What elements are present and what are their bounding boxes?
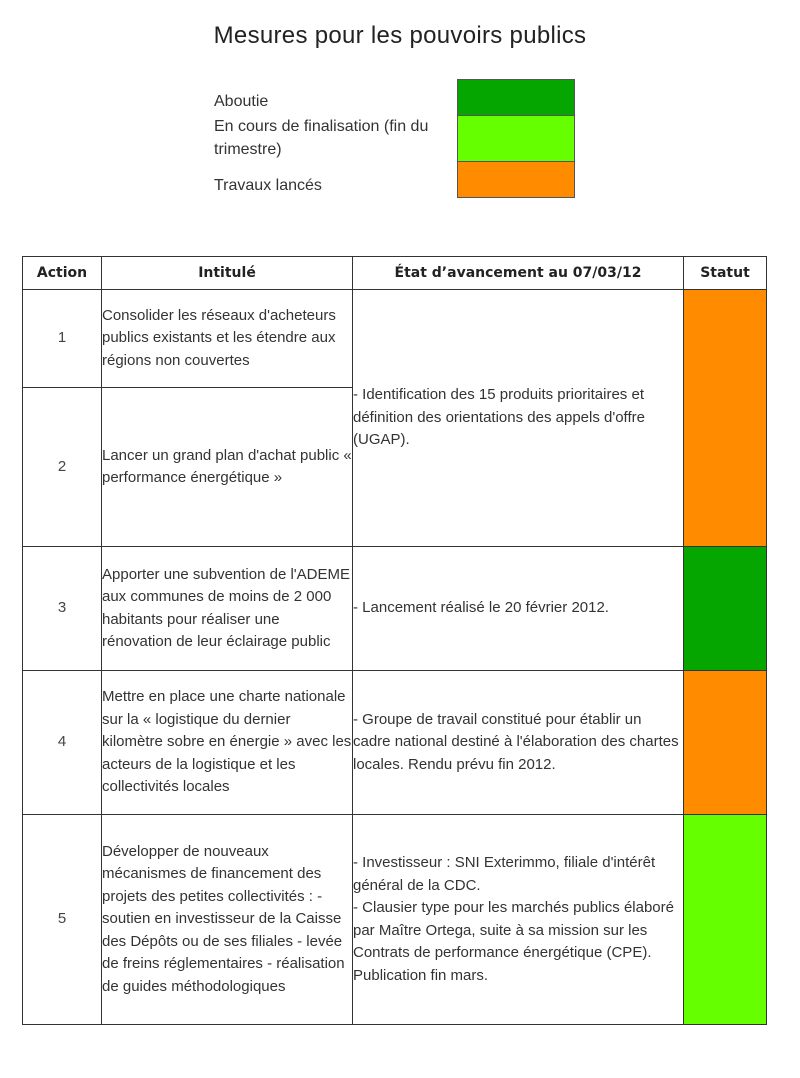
table-row <box>23 547 767 671</box>
header-action: Action <box>23 257 102 290</box>
etat-cell: - Lancement réalisé le 20 février 2012. <box>353 547 684 671</box>
status-cell <box>684 547 767 671</box>
status-cell <box>684 671 767 815</box>
action-number: 5 <box>23 815 102 1025</box>
etat-cell <box>353 815 684 1025</box>
intitule-cell: Apporter une subvention de l'ADEME aux communes de moins de 2 000 habitants pour réaliser une rénovation de leur éclairage public <box>102 547 353 671</box>
intitule-cell: Mettre en place une charte nationale sur la « logistique du dernier kilomètre sobre en énergie » avec les acteurs de la logistique et les collectivités locales <box>102 671 353 815</box>
table-row <box>23 671 767 815</box>
legend-label-aboutie: Aboutie <box>214 93 269 110</box>
legend-label-en-cours: En cours de finalisation (fin du trimestre) <box>214 118 429 158</box>
status-cell <box>684 815 767 1025</box>
etat-cell: - Identification des 15 produits prioritaires et définition des orientations des appels d'offre (UGAP). <box>353 290 684 547</box>
table-row <box>23 290 767 388</box>
table-row <box>23 815 767 1025</box>
legend-label-travaux: Travaux lancés <box>214 177 322 194</box>
table-header-row <box>23 257 767 290</box>
etat-cell: - Groupe de travail constitué pour établir un cadre national destiné à l'élaboration des chartes locales. Rendu prévu fin 2012. <box>353 671 684 815</box>
header-intitule: Intitulé <box>102 257 353 290</box>
legend-swatch-travaux <box>457 161 575 198</box>
legend-swatch-en-cours <box>457 115 575 162</box>
status-cell <box>684 290 767 547</box>
legend-swatch-aboutie <box>457 79 575 117</box>
page-title: Mesures pour les pouvoirs publics <box>213 22 587 49</box>
action-number: 2 <box>23 388 102 547</box>
intitule-cell: Développer de nouveaux mécanismes de financement des projets des petites collectivités : - soutien en investisseur de la Caisse des Dépôts ou de ses filiales - levée de freins réglementaires - réalisation de guides méthodologiques <box>102 815 353 1025</box>
action-number: 3 <box>23 547 102 671</box>
measures-table <box>22 256 767 1025</box>
etat-line: - Clausier type pour les marchés publics élaboré par Maître Ortega, suite à sa mission sur les Contrats de performance énergétique (CPE). Publication fin mars. <box>353 899 674 984</box>
action-number: 1 <box>23 290 102 388</box>
intitule-cell: Lancer un grand plan d'achat public « performance énergétique » <box>102 388 353 547</box>
intitule-cell: Consolider les réseaux d'acheteurs publics existants et les étendre aux régions non couvertes <box>102 290 353 388</box>
etat-line: - Investisseur : SNI Exterimmo, filiale d'intérêt général de la CDC. <box>353 854 656 894</box>
header-etat: État d’avancement au 07/03/12 <box>353 257 684 290</box>
header-statut: Statut <box>684 257 767 290</box>
action-number: 4 <box>23 671 102 815</box>
